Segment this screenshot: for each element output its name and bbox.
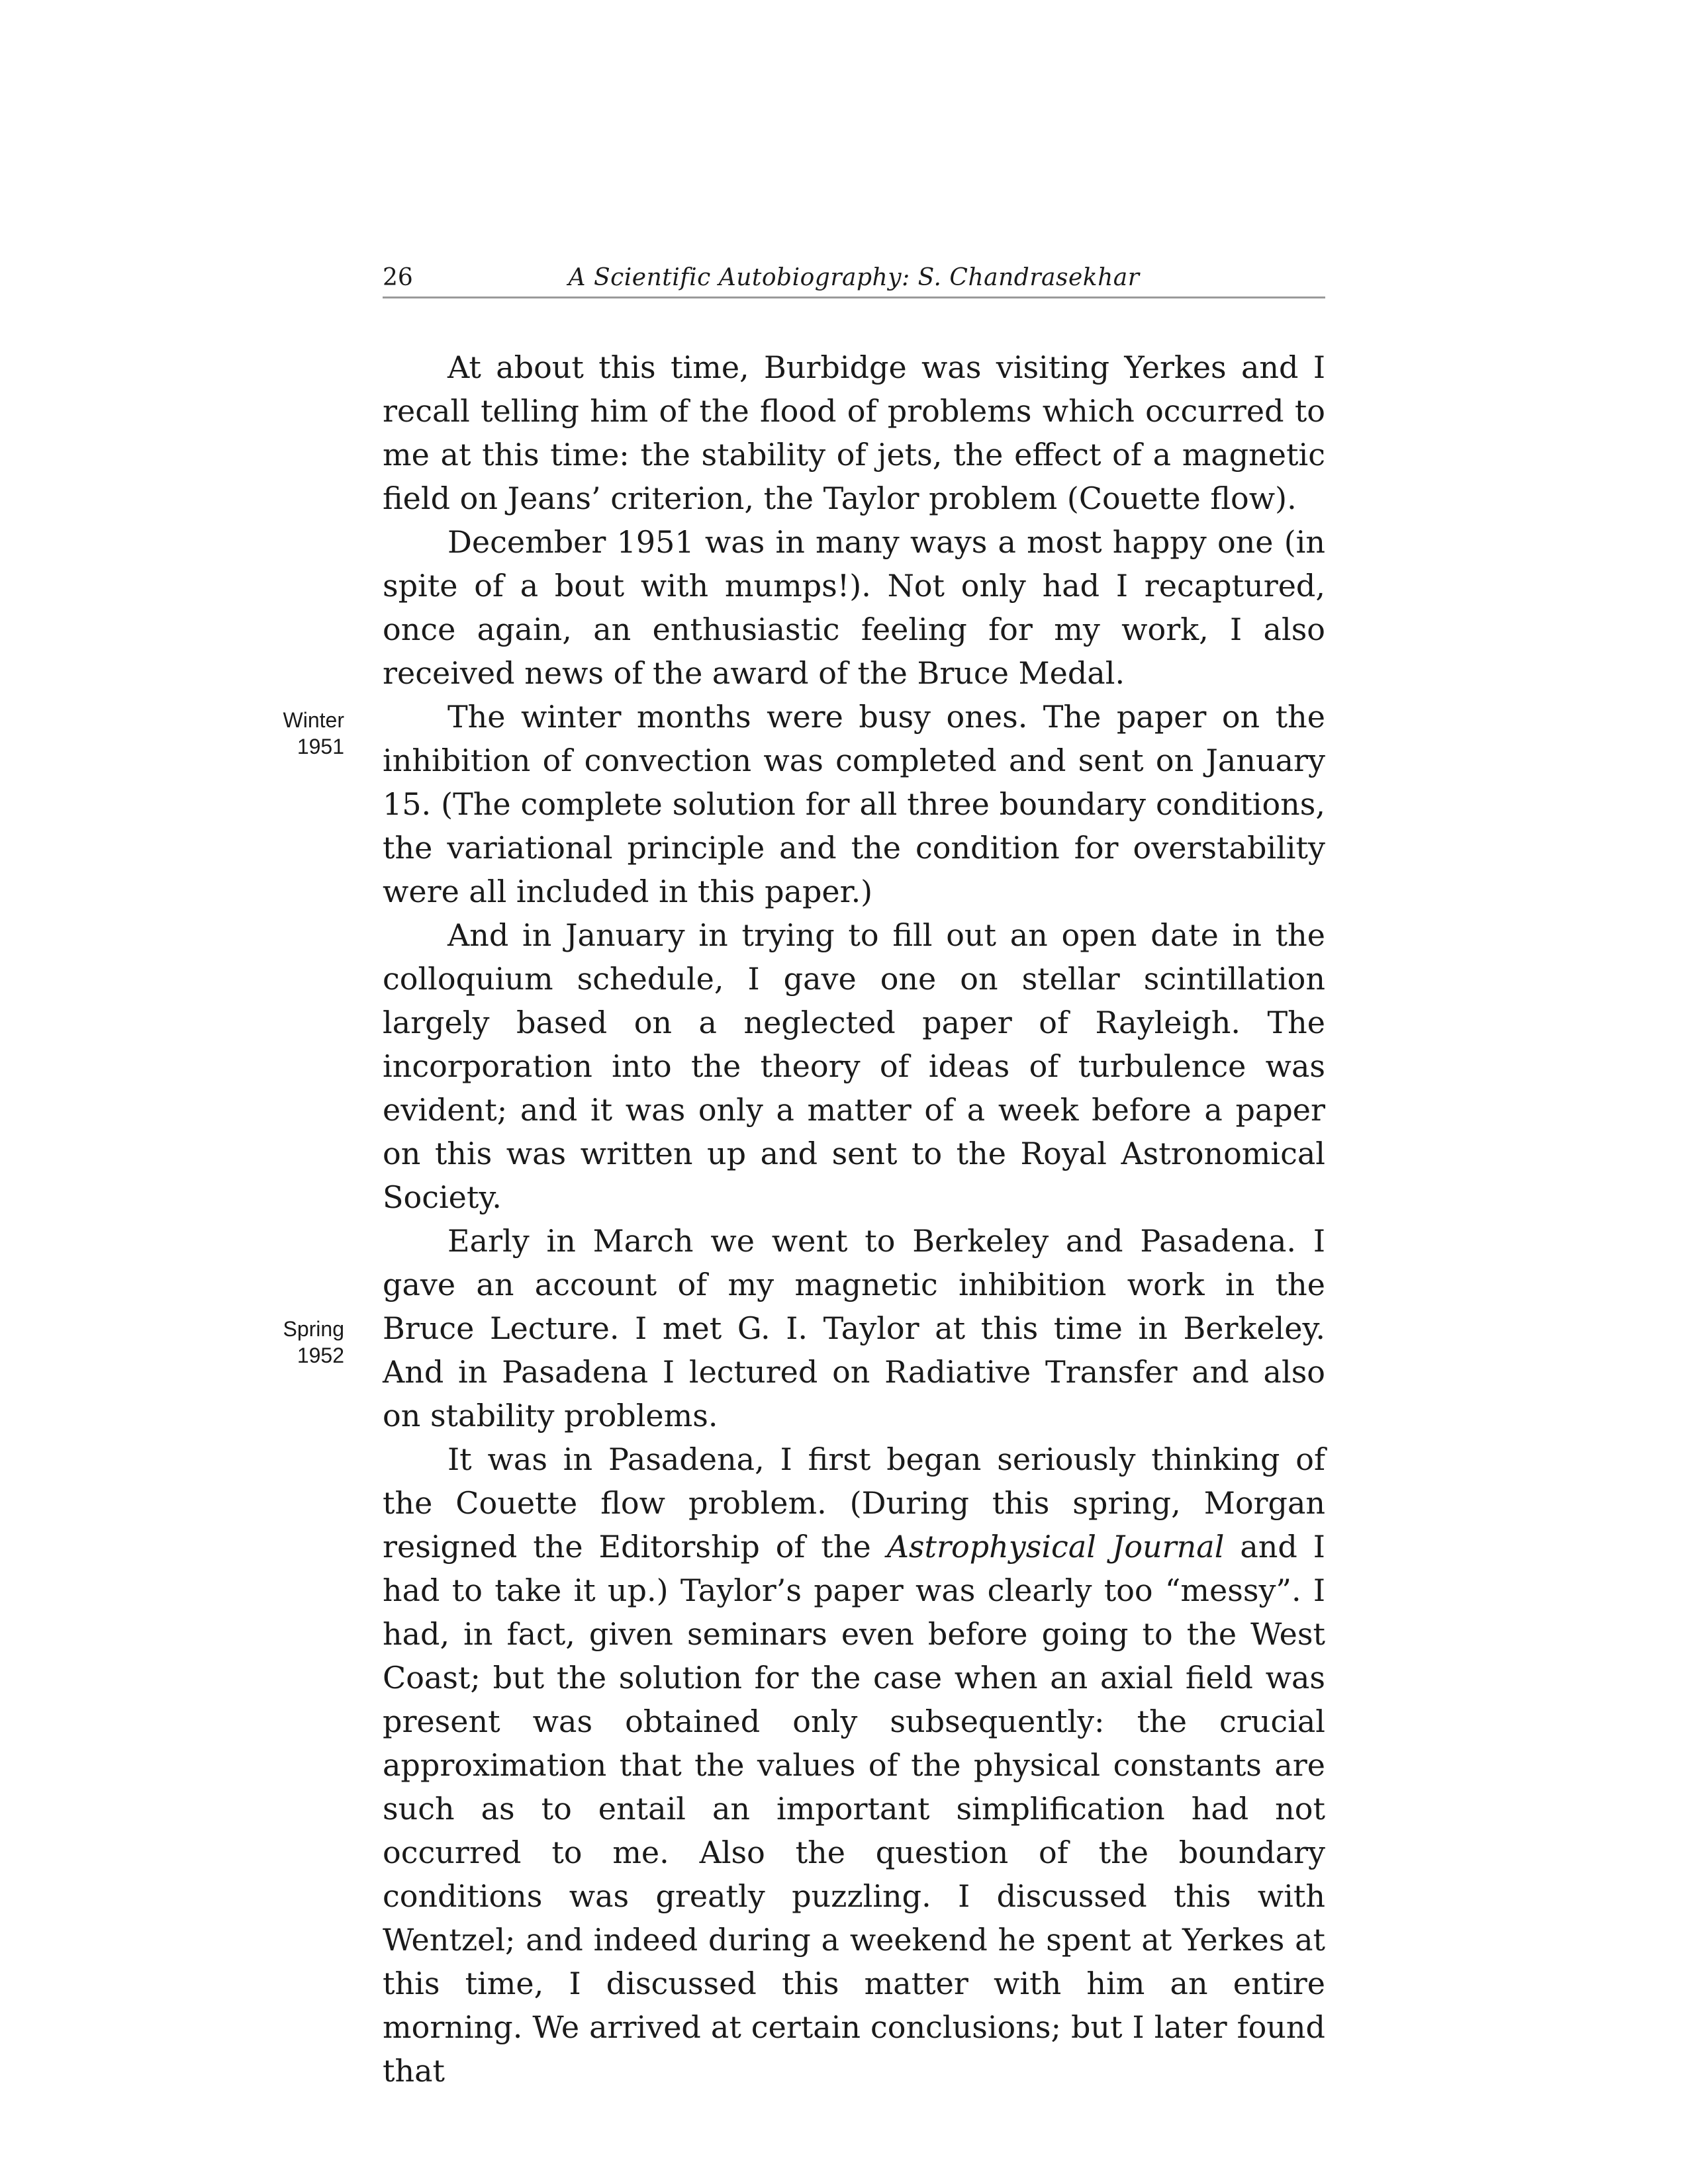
margin-note-season: Winter xyxy=(283,708,344,732)
paragraph-text: It was in Pasadena, I first began seriously thinking of the Couette flow problem. (During this spring, Morgan resigned the Editorship of the xyxy=(383,1441,1325,1565)
margin-note-year: 1951 xyxy=(297,735,344,758)
paragraph-couette-flow xyxy=(383,1437,1325,2093)
page-number: 26 xyxy=(383,264,413,291)
page-header xyxy=(383,263,1325,298)
body-text xyxy=(383,345,1325,2093)
margin-note-winter-1951 xyxy=(238,707,344,760)
running-title: A Scientific Autobiography: S. Chandrasekhar xyxy=(568,264,1140,291)
margin-note-year: 1952 xyxy=(297,1343,344,1367)
paragraph-winter-months: The winter months were busy ones. The paper on the inhibition of convection was completed and sent on January 15. (The complete solution for all three boundary conditions, the variational principle and the condition for overstability were all included in this paper.) xyxy=(383,699,1325,909)
margin-note-spring-1952 xyxy=(238,1316,344,1369)
paragraph-december-1951: December 1951 was in many ways a most happy one (in spite of a bout with mumps!). Not only had I recaptured, once again, an enthusiastic feeling for my work, I also received news of the award of the Bruce Medal. xyxy=(383,524,1325,691)
paragraph-january-colloquium: And in January in trying to fill out an open date in the colloquium schedule, I gave one on stellar scintillation largely based on a neglected paper of Rayleigh. The incorporation into the theory of ideas of turbulence was evident; and it was only a matter of a week before a paper on this was written up and sent to the Royal Astronomical Society. xyxy=(383,917,1325,1215)
journal-title: Astrophysical Journal xyxy=(886,1529,1225,1565)
paragraph-text: and I had to take it up.) Taylor’s paper was clearly too “messy”. I had, in fact, given seminars even before going to the West Coast; but the solution for the case when an axial field was present was obtained only subsequently: the crucial approximation that the values of the physical constants are such as to entail an important simplification had not occurred to me. Also the question of the boundary conditions was greatly puzzling. I discussed this with Wentzel; and indeed during a weekend he spent at Yerkes at this time, I discussed this matter with him an entire morning. We arrived at certain conclusions; but I later found that xyxy=(383,1529,1325,2089)
margin-note-season: Spring xyxy=(283,1317,344,1341)
paragraph-burbidge: At about this time, Burbidge was visiting Yerkes and I recall telling him of the flood of problems which occurred to me at this time: the stability of jets, the effect of a magnetic field on Jeans’ criterion, the Taylor problem (Couette flow). xyxy=(383,349,1325,516)
paragraph-berkeley-pasadena: Early in March we went to Berkeley and Pasadena. I gave an account of my magnetic inhibition work in the Bruce Lecture. I met G. I. Taylor at this time in Berkeley. And in Pasadena I lectured on Radiative Transfer and also on stability problems. xyxy=(383,1223,1325,1433)
